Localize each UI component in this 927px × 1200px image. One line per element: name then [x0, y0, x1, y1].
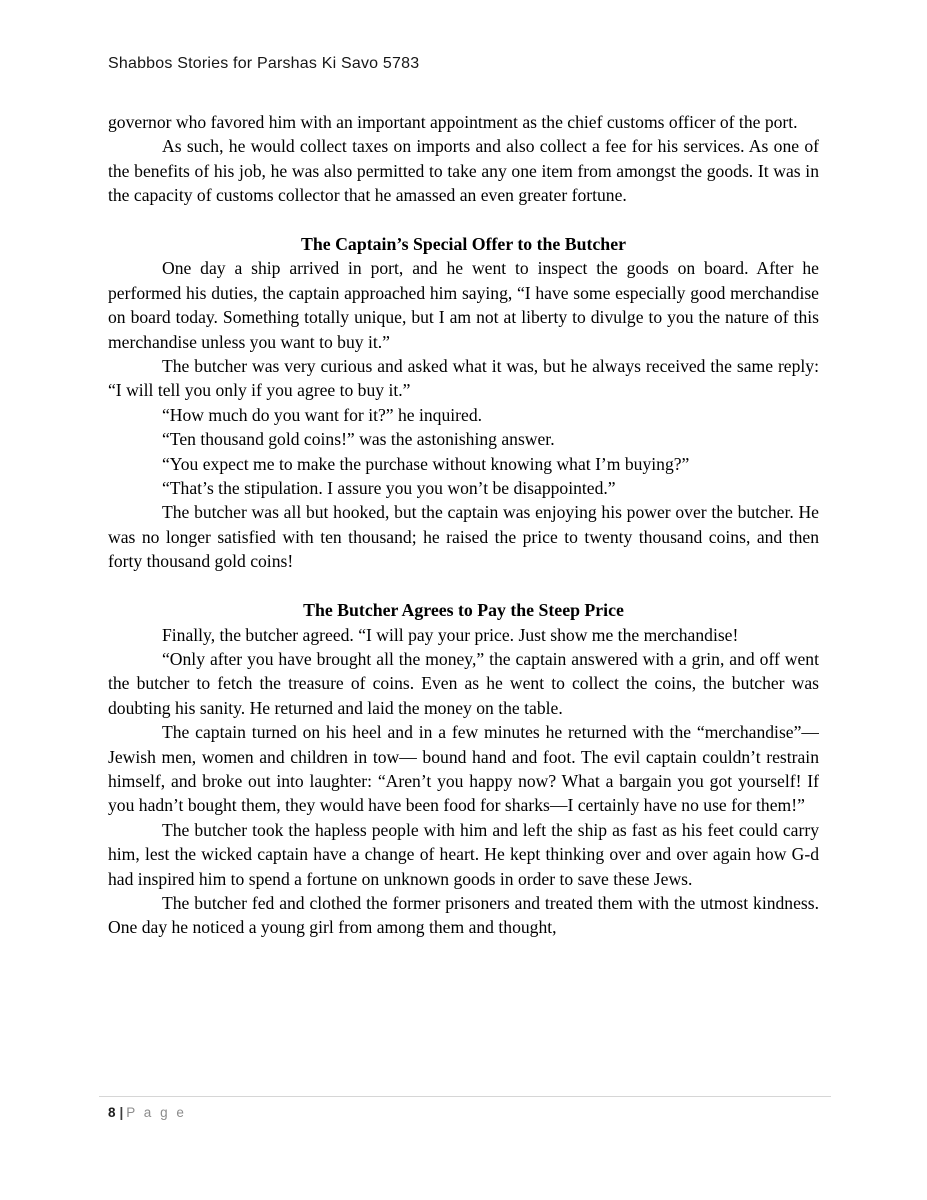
body-paragraph: The butcher took the hapless people with him and left the ship as fast as his feet could carry him, lest the wicked captain have a change of heart. He kept thinking over and over again how G-d had inspired him to spend a fortune on unknown goods in order to save these Jews.	[108, 819, 819, 889]
body-paragraph: The butcher fed and clothed the former prisoners and treated them with the utmost kindness. One day he noticed a young girl from among them and thought,	[108, 892, 819, 938]
document-body	[108, 110, 819, 1092]
body-paragraph: One day a ship arrived in port, and he went to inspect the goods on board. After he performed his duties, the captain approached him saying, “I have some especially good merchandise on board today. Something totally unique, but I am not at liberty to divulge to you the nature of this merchandise unless you want to buy it.”	[108, 258, 819, 352]
section-heading: The Butcher Agrees to Pay the Steep Price	[303, 600, 624, 621]
body-paragraph: Finally, the butcher agreed. “I will pay your price. Just show me the merchandise!	[162, 624, 739, 645]
footer-separator: |	[119, 1105, 124, 1120]
body-paragraph: “How much do you want for it?” he inquired.	[162, 404, 483, 425]
document-title: Shabbos Stories for Parshas Ki Savo 5783	[108, 55, 420, 72]
body-paragraph: As such, he would collect taxes on imports and also collect a fee for his services. As one of the benefits of his job, he was also permitted to take any one item from amongst the goods. It was in the capacity of customs collector that he amassed an even greater fortune.	[108, 136, 819, 206]
page-number: 8	[108, 1105, 116, 1120]
body-paragraph: The butcher was all but hooked, but the captain was enjoying his power over the butcher. He was no longer satisfied with ten thousand; he raised the price to twenty thousand coins, and then forty thousand gold coins!	[108, 502, 819, 572]
body-paragraph: “Only after you have brought all the money,” the captain answered with a grin, and off went the butcher to fetch the treasure of coins. Even as he went to collect the coins, the butcher was doubting his sanity. He returned and laid the money on the table.	[108, 648, 819, 718]
section-heading: The Captain’s Special Offer to the Butcher	[301, 234, 626, 255]
body-paragraph: “That’s the stipulation. I assure you you won’t be disappointed.”	[162, 478, 616, 499]
footer-divider	[99, 1096, 831, 1097]
page-footer	[99, 1096, 831, 1120]
body-paragraph: The captain turned on his heel and in a few minutes he returned with the “merchandise”—Jewish men, women and children in tow— bound hand and foot. The evil captain couldn’t restrain himself, and broke out into laughter: “Aren’t you happy now? What a bargain you got yourself! If you hadn’t bought them, they would have been food for sharks—I certainly have no use for them!”	[108, 722, 819, 816]
body-paragraph: “You expect me to make the purchase without knowing what I’m buying?”	[162, 453, 690, 474]
footer-text	[99, 1105, 831, 1120]
page-header	[108, 55, 419, 73]
body-paragraph: “Ten thousand gold coins!” was the astonishing answer.	[162, 429, 555, 450]
body-paragraph: governor who favored him with an important appointment as the chief customs officer of the port.	[108, 112, 798, 132]
footer-page-label: P a g e	[126, 1105, 187, 1120]
body-paragraph: The butcher was very curious and asked what it was, but he always received the same reply: “I will tell you only if you agree to buy it.”	[108, 356, 819, 401]
